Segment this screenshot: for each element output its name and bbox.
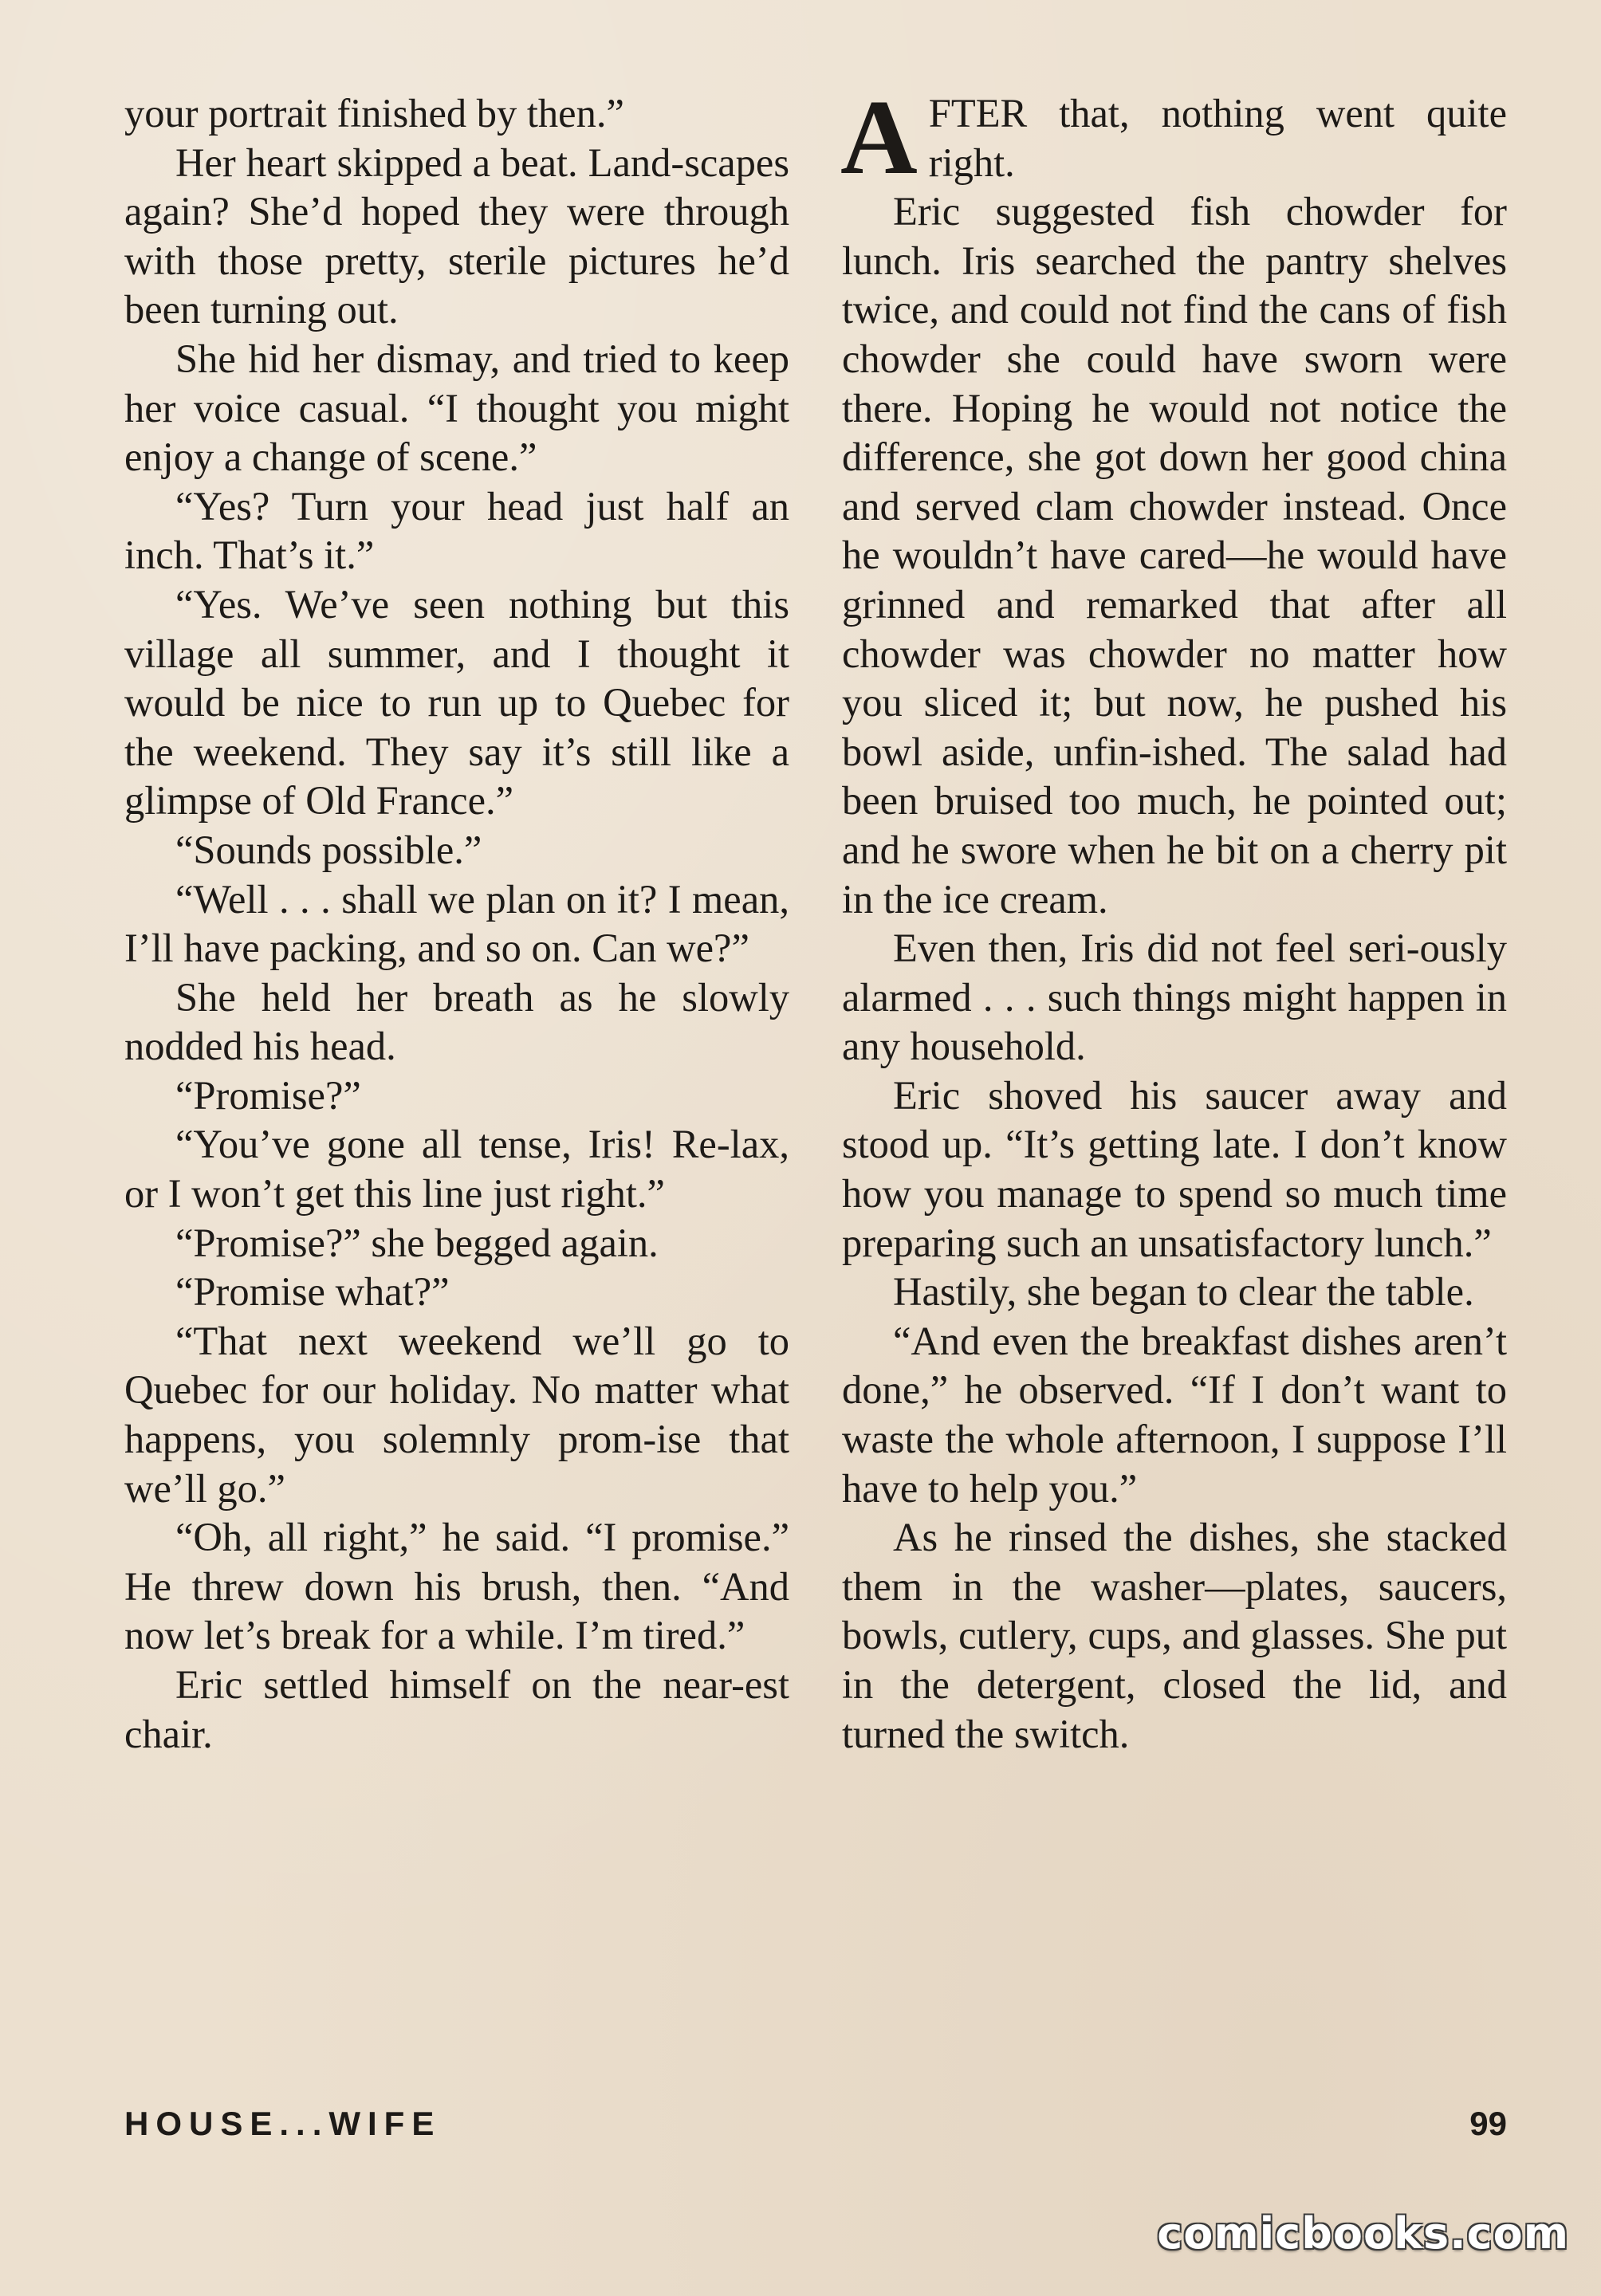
paragraph: Eric settled himself on the near-est chair. bbox=[124, 1662, 789, 1756]
paragraph: “Sounds possible.” bbox=[175, 827, 482, 872]
running-title: HOUSE...WIFE bbox=[124, 2105, 442, 2142]
paragraph: “Promise?” bbox=[175, 1072, 361, 1118]
paragraph: “You’ve gone all tense, Iris! Re-lax, or I won’t get this line just right.” bbox=[124, 1122, 789, 1217]
left-text-column bbox=[124, 89, 789, 1759]
paragraph: “Oh, all right,” he said. “I promise.” He threw down his brush, then. “And now let’s break for a while. I’m tired.” bbox=[124, 1515, 789, 1658]
paragraph: “Promise what?” bbox=[175, 1269, 450, 1315]
right-text-column bbox=[840, 78, 1507, 1759]
paragraph: She hid her dismay, and tried to keep her voice casual. “I thought you might enjoy a change of scene.” bbox=[124, 336, 789, 480]
paragraph: Even then, Iris did not feel seri-ously alarmed . . . such things might happen in any household. bbox=[842, 926, 1507, 1069]
paragraph: “Yes. We’ve seen nothing but this village all summer, and I thought it would be nice to run up to Quebec for the weekend. They say it’s still like a glimpse of Old France.” bbox=[124, 581, 789, 824]
paragraph: Her heart skipped a beat. Land-scapes again? She’d hoped they were through with those pretty, sterile pictures he’d been turning out. bbox=[124, 140, 789, 332]
paragraph: She held her breath as he slowly nodded his head. bbox=[124, 974, 789, 1069]
opening-paragraph-text: FTER that, nothing went quite right. bbox=[928, 91, 1507, 185]
paragraph: Hastily, she began to clear the table. bbox=[893, 1269, 1474, 1315]
watermark-logo: comicbooks.com bbox=[1157, 2208, 1569, 2259]
paragraph: your portrait finished by then.” bbox=[124, 91, 624, 136]
paragraph: “That next weekend we’ll go to Quebec for our holiday. No matter what happens, you solemnly prom-ise that we’ll go.” bbox=[124, 1318, 789, 1511]
paragraph: As he rinsed the dishes, she stacked them in the washer—plates, saucers, bowls, cutlery, cups, and glasses. She put in the detergent, closed the lid, and turned the switch. bbox=[842, 1515, 1507, 1756]
paragraph: “Well . . . shall we plan on it? I mean, I’ll have packing, and so on. Can we?” bbox=[124, 876, 789, 971]
opening-paragraph bbox=[840, 78, 1507, 196]
paragraph: “And even the breakfast dishes aren’t done,” he observed. “If I don’t want to waste the whole afternoon, I suppose I’ll have to help you.” bbox=[842, 1318, 1507, 1511]
paragraph: “Promise?” she begged again. bbox=[175, 1220, 659, 1265]
paragraph: “Yes? Turn your head just half an inch. That’s it.” bbox=[124, 483, 789, 578]
paragraph: Eric suggested fish chowder for lunch. Iris searched the pantry shelves twice, and could not find the cans of fish chowder she could have sworn were there. Hoping he would not notice the difference, she got down her good china and served clam chowder instead. Once he wouldn’t have cared—he would have grinned and remarked that after all chowder was chowder no matter how you sliced it; but now, he pushed his bowl aside, unfin-ished. The salad had been bruised too much, he pointed out; and he swore when he bit on a cherry pit in the ice cream. bbox=[842, 189, 1507, 922]
page-number: 99 bbox=[1469, 2105, 1507, 2142]
paragraph: Eric shoved his saucer away and stood up. “It’s getting late. I don’t know how you manage to spend so much time preparing such an unsatisfactory lunch.” bbox=[842, 1072, 1507, 1265]
drop-cap: A bbox=[840, 78, 918, 196]
